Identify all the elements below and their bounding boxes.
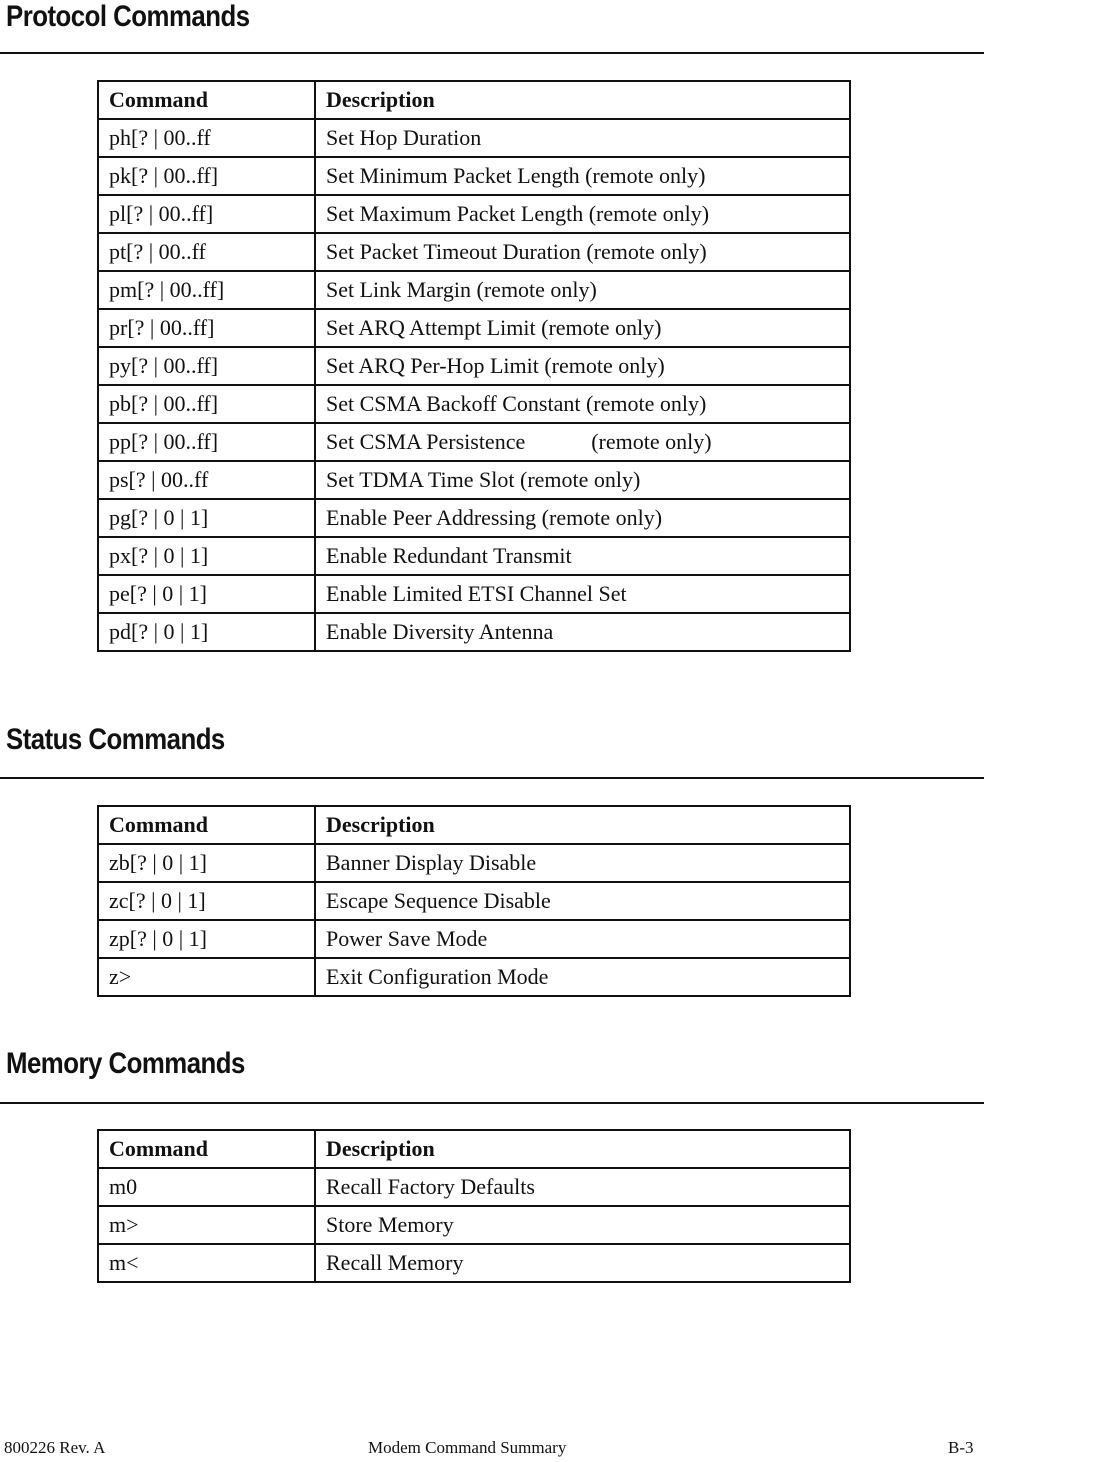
command-cell: pt[? | 00..ff [98, 233, 315, 271]
description-cell: Set Minimum Packet Length (remote only) [315, 157, 850, 195]
command-cell: py[? | 00..ff] [98, 347, 315, 385]
table-row [98, 461, 850, 499]
table-row [98, 1206, 850, 1244]
command-cell: z> [98, 958, 315, 996]
command-cell: ps[? | 00..ff [98, 461, 315, 499]
status-commands-table [97, 805, 851, 997]
protocol-section-rule [0, 52, 984, 54]
description-cell: Enable Diversity Antenna [315, 613, 850, 651]
table-row [98, 157, 850, 195]
description-cell: Set ARQ Attempt Limit (remote only) [315, 309, 850, 347]
description-cell: Enable Limited ETSI Channel Set [315, 575, 850, 613]
status-section-rule [0, 777, 984, 779]
description-cell: Set Hop Duration [315, 119, 850, 157]
command-cell: zb[? | 0 | 1] [98, 844, 315, 882]
description-cell: Set ARQ Per-Hop Limit (remote only) [315, 347, 850, 385]
command-cell: pb[? | 00..ff] [98, 385, 315, 423]
command-column-header: Command [98, 81, 315, 119]
protocol-commands-heading: Protocol Commands [6, 0, 250, 33]
description-cell: Set Maximum Packet Length (remote only) [315, 195, 850, 233]
table-row [98, 499, 850, 537]
command-cell: pk[? | 00..ff] [98, 157, 315, 195]
description-cell: Power Save Mode [315, 920, 850, 958]
command-cell: pm[? | 00..ff] [98, 271, 315, 309]
description-cell: Recall Factory Defaults [315, 1168, 850, 1206]
command-cell: m< [98, 1244, 315, 1282]
description-cell: Set Packet Timeout Duration (remote only) [315, 233, 850, 271]
table-row [98, 309, 850, 347]
table-row [98, 575, 850, 613]
table-row [98, 1168, 850, 1206]
table-row [98, 423, 850, 461]
command-cell: m> [98, 1206, 315, 1244]
table-row [98, 385, 850, 423]
protocol-commands-table [97, 80, 851, 652]
table-row [98, 537, 850, 575]
description-cell: Enable Redundant Transmit [315, 537, 850, 575]
description-column-header: Description [315, 81, 850, 119]
description-column-header: Description [315, 1130, 850, 1168]
command-cell: pe[? | 0 | 1] [98, 575, 315, 613]
table-row [98, 1244, 850, 1282]
description-cell: Exit Configuration Mode [315, 958, 850, 996]
table-row [98, 844, 850, 882]
table-header-row [98, 81, 850, 119]
description-cell: Escape Sequence Disable [315, 882, 850, 920]
description-cell: Recall Memory [315, 1244, 850, 1282]
footer-title: Modem Command Summary [368, 1438, 567, 1457]
table-row [98, 958, 850, 996]
description-cell: Set CSMA Backoff Constant (remote only) [315, 385, 850, 423]
table-row [98, 613, 850, 651]
table-row [98, 347, 850, 385]
description-cell: Set TDMA Time Slot (remote only) [315, 461, 850, 499]
description-cell: Set CSMA Persistence (remote only) [315, 423, 850, 461]
command-column-header: Command [98, 806, 315, 844]
memory-commands-table [97, 1129, 851, 1283]
command-cell: pd[? | 0 | 1] [98, 613, 315, 651]
command-cell: m0 [98, 1168, 315, 1206]
command-cell: pr[? | 00..ff] [98, 309, 315, 347]
table-header-row [98, 1130, 850, 1168]
command-cell: ph[? | 00..ff [98, 119, 315, 157]
memory-commands-heading: Memory Commands [6, 1047, 245, 1080]
description-cell: Enable Peer Addressing (remote only) [315, 499, 850, 537]
description-column-header: Description [315, 806, 850, 844]
status-commands-heading: Status Commands [6, 723, 225, 756]
footer-document-number: 800226 Rev. A [4, 1438, 106, 1457]
command-cell: pl[? | 00..ff] [98, 195, 315, 233]
command-cell: zp[? | 0 | 1] [98, 920, 315, 958]
command-cell: zc[? | 0 | 1] [98, 882, 315, 920]
command-column-header: Command [98, 1130, 315, 1168]
table-row [98, 271, 850, 309]
description-cell: Set Link Margin (remote only) [315, 271, 850, 309]
table-row [98, 882, 850, 920]
command-cell: px[? | 0 | 1] [98, 537, 315, 575]
memory-section-rule [0, 1102, 984, 1104]
table-row [98, 920, 850, 958]
description-cell: Banner Display Disable [315, 844, 850, 882]
footer-page-number: B-3 [948, 1438, 974, 1457]
command-cell: pp[? | 00..ff] [98, 423, 315, 461]
description-cell: Store Memory [315, 1206, 850, 1244]
table-row [98, 233, 850, 271]
table-row [98, 195, 850, 233]
command-cell: pg[? | 0 | 1] [98, 499, 315, 537]
table-row [98, 119, 850, 157]
table-header-row [98, 806, 850, 844]
